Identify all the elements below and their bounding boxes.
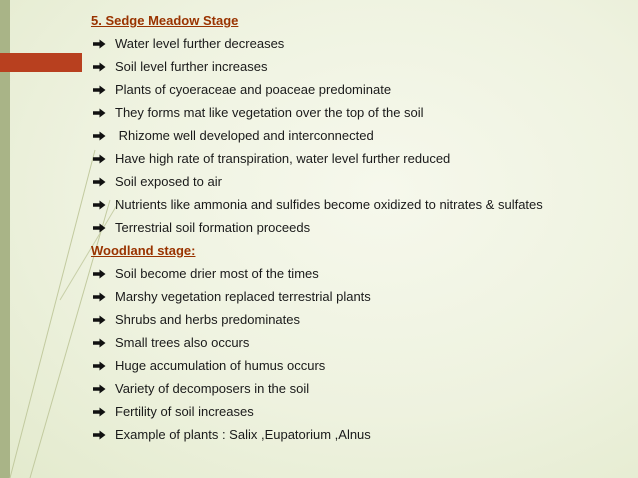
- list-item: [91, 308, 631, 331]
- list-item: [91, 377, 631, 400]
- list-item-text: Huge accumulation of humus occurs: [115, 358, 326, 373]
- list-item: [91, 124, 631, 147]
- list-item-text: Soil level further increases: [115, 59, 268, 74]
- arrow-right-icon: [91, 377, 107, 400]
- woodland-list: [91, 262, 631, 446]
- arrow-right-icon: [91, 147, 107, 170]
- arrow-right-icon: [91, 55, 107, 78]
- arrow-right-icon: [91, 216, 107, 239]
- list-item: [91, 101, 631, 124]
- list-item-text: Water level further decreases: [115, 36, 285, 51]
- list-item: [91, 262, 631, 285]
- list-item: [91, 216, 631, 239]
- list-item: [91, 193, 631, 216]
- list-item: [91, 147, 631, 170]
- section-heading-woodland: Woodland stage:: [91, 243, 196, 258]
- list-item-text: Rhizome well developed and interconnected: [115, 128, 374, 143]
- arrow-right-icon: [91, 101, 107, 124]
- list-item: [91, 400, 631, 423]
- list-item-text: Terrestrial soil formation proceeds: [115, 220, 311, 235]
- list-item-text: They forms mat like vegetation over the top of the soil: [115, 105, 424, 120]
- arrow-right-icon: [91, 170, 107, 193]
- arrow-right-icon: [91, 193, 107, 216]
- arrow-right-icon: [91, 400, 107, 423]
- list-item-text: Fertility of soil increases: [115, 404, 254, 419]
- arrow-right-icon: [91, 285, 107, 308]
- list-item-text: Small trees also occurs: [115, 335, 250, 350]
- arrow-right-icon: [91, 78, 107, 101]
- list-item-text: Soil become drier most of the times: [115, 266, 319, 281]
- arrow-right-icon: [91, 354, 107, 377]
- list-item-text: Plants of cyoeraceae and poaceae predominate: [115, 82, 392, 97]
- list-item: [91, 285, 631, 308]
- list-item-text: Marshy vegetation replaced terrestrial plants: [115, 289, 371, 304]
- list-item: [91, 32, 631, 55]
- list-item: [91, 354, 631, 377]
- arrow-right-icon: [91, 262, 107, 285]
- sedge-meadow-list: [91, 32, 631, 239]
- list-item: [91, 55, 631, 78]
- list-item: [91, 331, 631, 354]
- arrow-right-icon: [91, 423, 107, 446]
- list-item-text: Variety of decomposers in the soil: [115, 381, 310, 396]
- list-item-text: Soil exposed to air: [115, 174, 222, 189]
- list-item: [91, 423, 631, 446]
- list-item: [91, 78, 631, 101]
- list-item-text: Shrubs and herbs predominates: [115, 312, 301, 327]
- arrow-right-icon: [91, 32, 107, 55]
- list-item-text: Have high rate of transpiration, water level further reduced: [115, 151, 451, 166]
- section-heading-sedge-meadow: 5. Sedge Meadow Stage: [91, 13, 239, 28]
- arrow-right-icon: [91, 124, 107, 147]
- list-item: [91, 170, 631, 193]
- arrow-right-icon: [91, 331, 107, 354]
- list-item-text: Nutrients like ammonia and sulfides become oxidized to nitrates & sulfates: [115, 197, 543, 212]
- list-item-text: Example of plants : Salix ,Eupatorium ,Alnus: [115, 427, 371, 442]
- arrow-right-icon: [91, 308, 107, 331]
- slide-content: [91, 9, 631, 446]
